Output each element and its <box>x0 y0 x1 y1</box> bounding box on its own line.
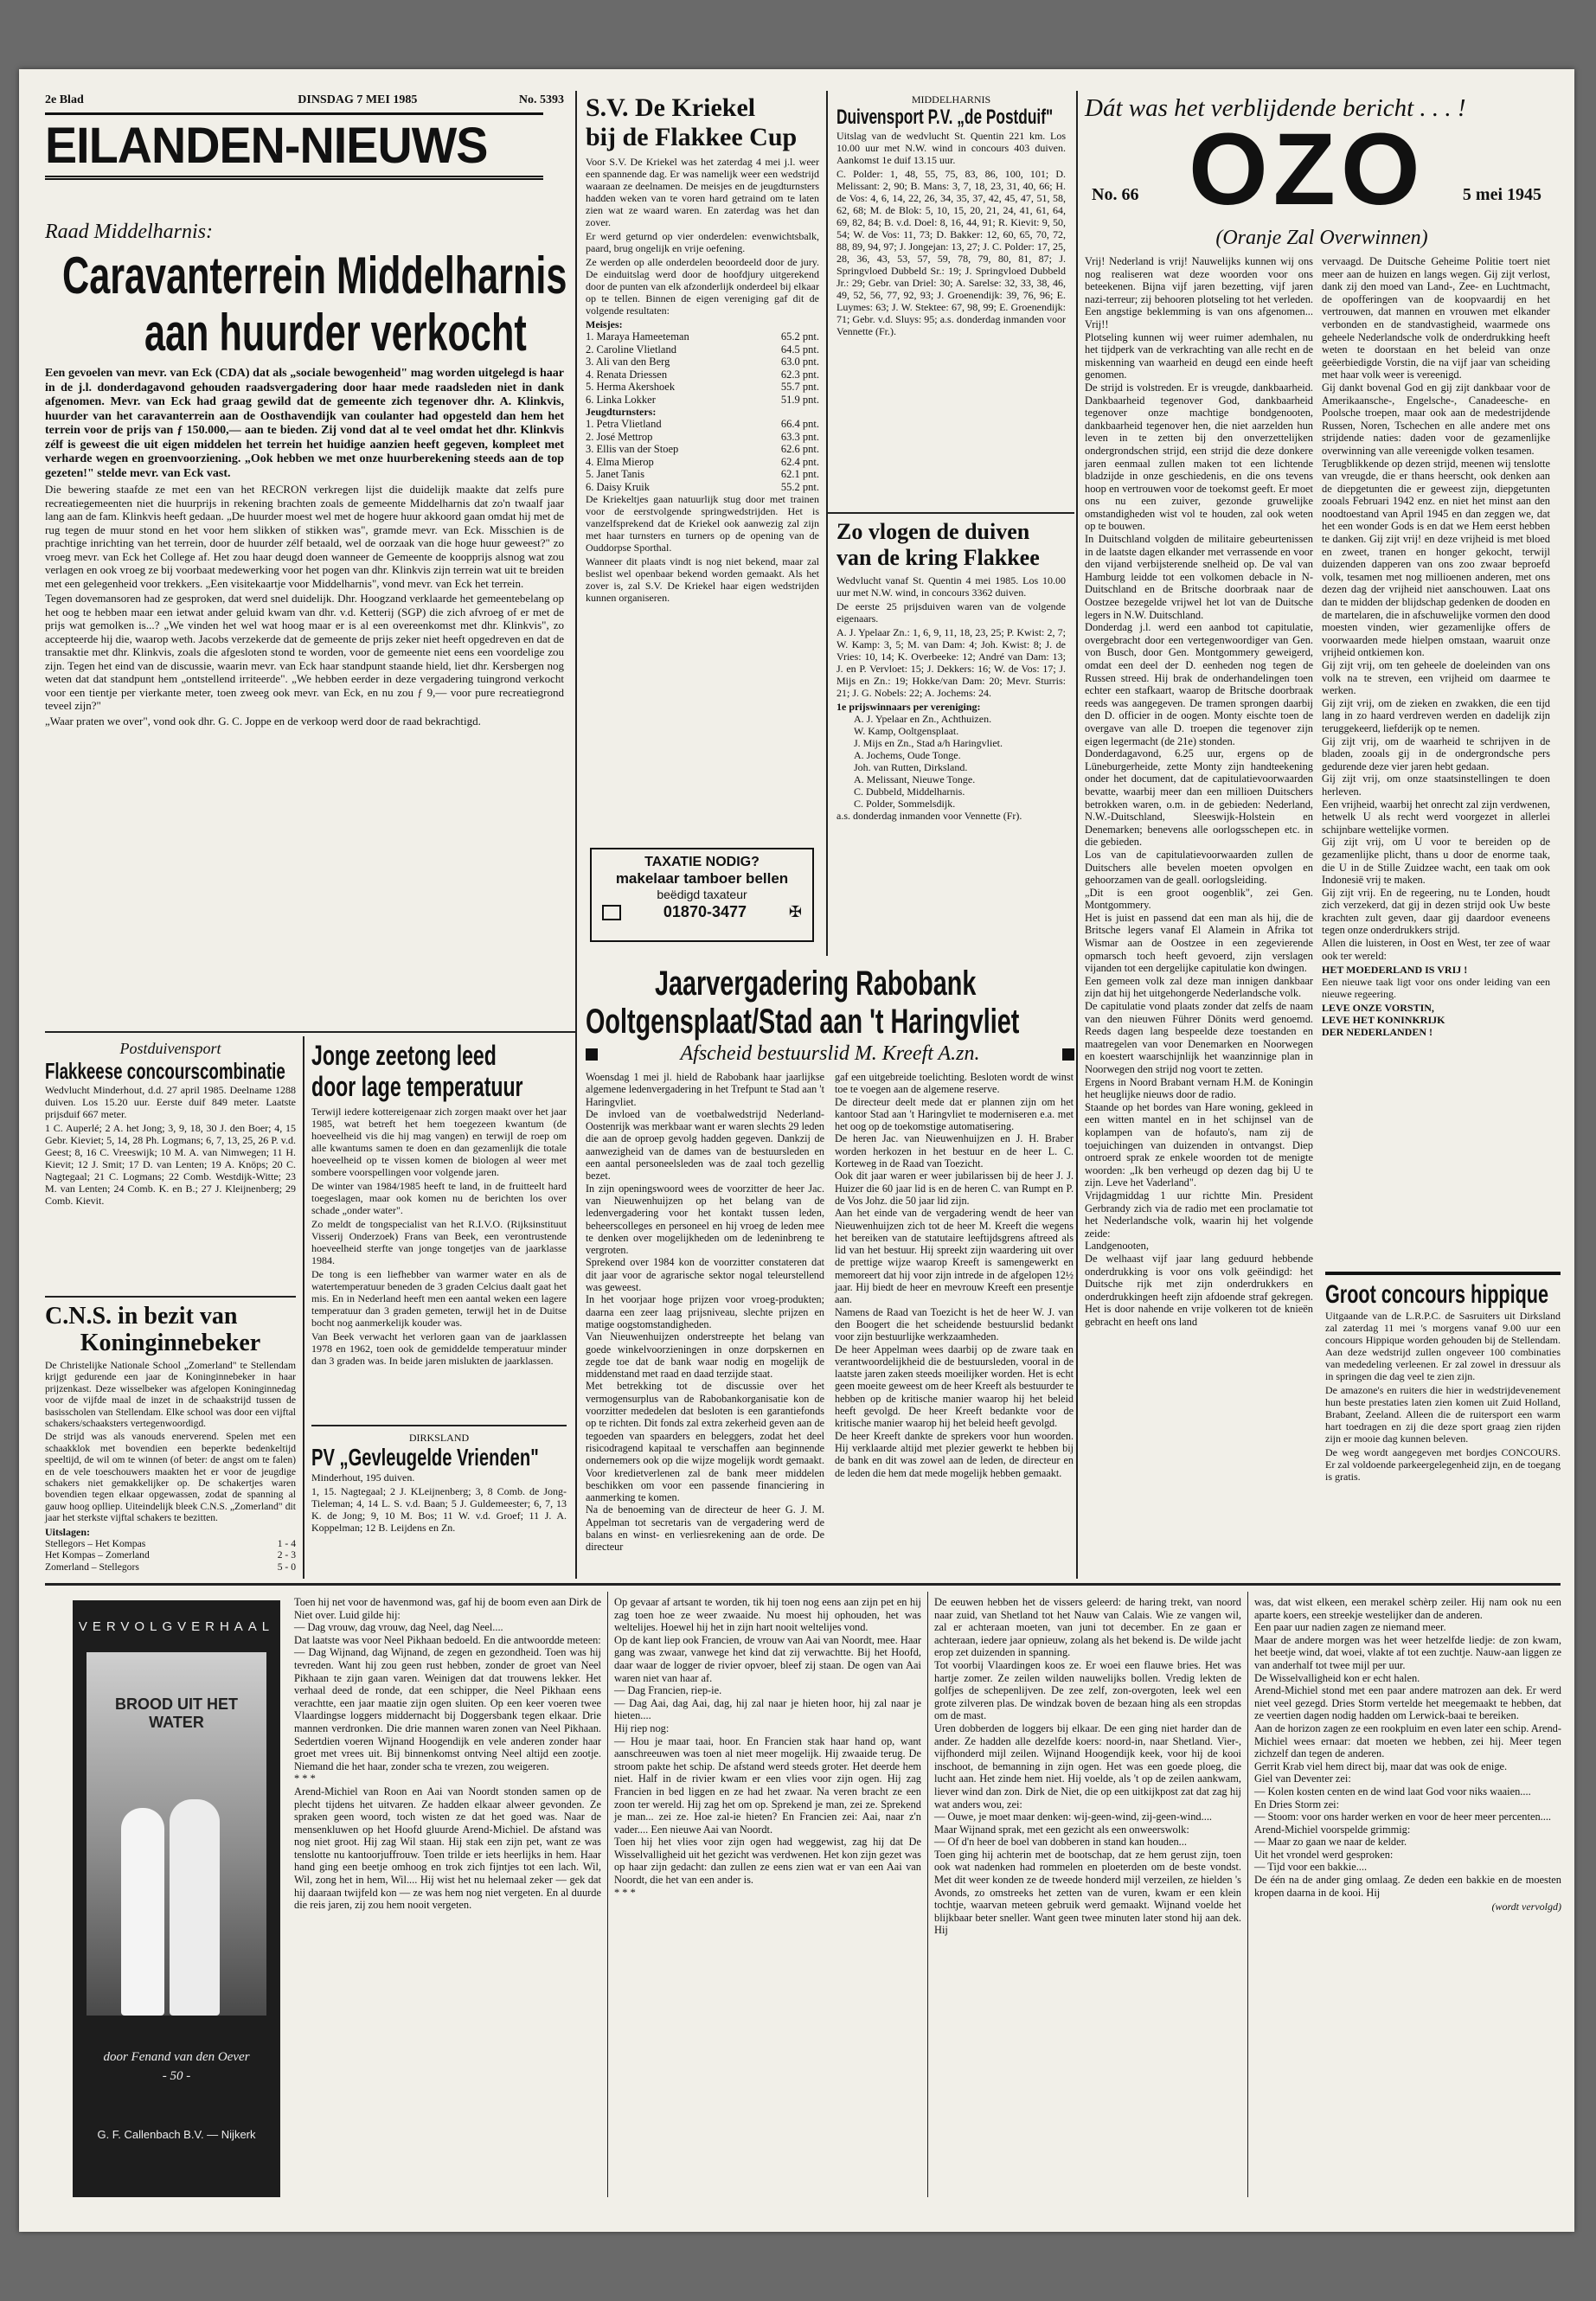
list-item: 2. José Mettrop 63.3 pnt. <box>586 430 819 443</box>
ad-phone: 01870-3477 <box>663 903 747 920</box>
results-list-meisjes <box>586 330 819 406</box>
list-heading: Meisjes: <box>586 318 623 330</box>
article-kicker: Dát was het verblijdende bericht . . . ! <box>1085 94 1466 122</box>
article-paragraph: Zo meldt de tongspecialist van het R.I.V.O. (Rijksinstituut Visserij Onderzoek) Frans van Beek, een verontrustende hoeveelheid sterfte van jonge tongetjes van de jaarklasse 1984. <box>311 1218 567 1266</box>
article-paragraph: Die bewering staafde ze met een van het RECRON verkregen lijst die duidelijk maakte dat zelfs pure recreatiegemeenten niet die huurprijs in rekening brachten zoals de gemeente Middelharnis dat zo'n twaalf jaar lang aan de fam. Klinkvis heeft gedaan. „De huurder moest wel met de hogere huur akkoord gaan omdat hij met de rug tegen de muur stond en het voor hem slikken of stikken was", gramde mevr. van Eck. Misschien is de prachtige inrichting van het terrein, door de huurder zélf betaald, wel de oorzaak van die hoge huur geweest?" zo vroeg mevr. van Eck het College af. Het zou haar deugd doen wanneer de Gemeente de koopprijs alsnog wat zou verlagen en ook vroeg ze bij voorbaat medewerking voor het pogen van dhr. Klinkvis zijn terrein wat uit te breiden met een gelegenheid voor trekkers. „Een visitekaartje voor Middelharnis", vond mevr. van Eck het terrein. <box>45 483 564 590</box>
article-paragraph: vervaagd. De Duitsche Geheime Politie toert niet meer aan de huizen en langs wegen. Gij zijt verlost, dank zij den moed van Land-, Zee- en Luchtmacht, de opofferingen van de koopvaardij en het vertrouwen, dat mannen en vrouwen met elkander verbonden en de standvastigheid, waarmede ons geheele Nederlandsche volk de onderdrukking heeft weten te doorstaan en het beleid van onze geëerbiedigde Vorstin, die na vijf jaar van scheiding met haar volk weer is vereenigd. Gij dankt bovenal God en gij zijt dankbaar voor de Amerikaansche-, Engelsche-, Canadeesche- en Poolsche troepen, maar ook aan de medestrijdende Russen, Noren, Tschechen en alle andere met ons strijdende naties: daden voor de gezamenlijke overwinning van alle vereenigde volken tesamen. Terugblikkende op dezen strijd, meenen wij tenslotte van vreugde, die er thans heerscht, ook denken aan de diepgetunten die er geweest zijn, diepgetunten zooals Februari 1942 enz. en niet het minst aan den noodtoestand van April 1945 en dan zeggen we, dat het een wonder Gods is en dat we Hem eerst hebben te danken. Gij zijt vrij! en deze vrijheid is met bloed en zweet, tranen en honger gekocht, terwijl duizenden dapperen van ons zoo zwaar beproefd volk, tesamen met nog millioenen anderen, met ons dezen dag der vrijheid niet aanschouwen. Laat ons dan te midden der blijdschap gedenken de dooden en de martelaren, die in afschuwelijke vormen den dood moesten vinden, wier gezamenlijke offers de voorwaarden mede hielpen omstaan, waaruit onze vrijheid ontkiemen kon. Gij zijt vrij, om ten geheele de doeleinden van ons volk na te streven, een vrijheid om daarmee te werken. Gij zijt vrij, om de zieken en zwakken, die een tijd lang in zo haard verdreven werden en dadelijk zijn teruggekeerd, liefderijk op te nemen. Gij zijt vrij, om de waarheid te schrijven in de bladen, zooals gij in de ondergrondsche pers gedurende deze vier jaren hebt gedaan. Gij zijt vrij, om onze staatsinstellingen te doen herleven. Een vrijheid, waarbij het onrecht zal zijn verdwenen, hetwelk U als recht werd voorgezet in allerlei schijnbare wettelijke vormen. Gij zijt vrij, om U voor te bereiden op de gezamenlijke plicht, thans u door de enorme taak, die U in de Stille Zuidzee wacht, een taak om ook Indonesië vrij te maken. Gij zijt vrij. En de regeering, nu te Londen, houdt zich verzekerd, dat gij in dezen strijd ook Uw beste krachten zult geven, daar gij daardoor eveneens tegen onze onderdrukkers strijd. Allen die luisteren, in Oost en West, ter zee of waar ook ter wereld: <box>1322 255 1550 962</box>
winners-list <box>836 713 1066 810</box>
article-headline: Groot concours hippique <box>1325 1280 1549 1309</box>
article-paragraph: Uitslag van de wedvlucht St. Quentin 221 km. Los 10.00 uur met N.W. wind in concours 403 duiven. Aankomst 1e duif 13.15 uur. <box>836 130 1066 166</box>
article-headline: PV „Gevleugelde Vrienden" <box>311 1444 539 1471</box>
article-paragraph: 1 C. Auperlé; 2 A. het Jong; 3, 9, 18, 30 J. den Boer; 4, 15 Gebr. Kieviet; 5, 14, 28 Ph. Logmans; 6, 7, 13, 25, 26 P. v.d. Geest; 8, 16 C. Vreeswijk; 10 M. A. van Nimwegen; 11 H. Kievit; 12 J. Smit; 17 D. van Lenten; 19 A. Knöps; 20 C. Nagtegaal; 21 C. Logmans; 22 Comb. Westdijk-Witte; 23 M. van Lenten; 24 Comb. K. en B.; 27 J. Kleijnenberg; 29 Comb. Kievit. <box>45 1122 296 1207</box>
article-hippique <box>1325 1272 1561 1579</box>
results-list-jeugd <box>586 418 819 493</box>
article-paragraph: Tegen dovemansoren had ze gesproken, dat werd snel duidelijk. Dhr. Hoogzand verklaarde het gemeentebelang op het oog te hebben maar een ietwat ander geluid kwam van dhr. v.d. Ketterij (SGP) die zich afvroeg of er met de prijs wat gemolken is...? „We vinden het wel wat hoog maar er is al een overeenkomst met dhr. Klinkvis", zo accepteerde hij die, waarop weth. Jacobs verzekerde dat de gemeente de prijs zeker niet heeft opgedreven en dat de transaktie met dhr. Klinkvis, zoals die afgesloten stond te worden, voor de gemeente niet eens een voordelige zou zijn. Tegen het eind van de discussie, waarin mevr. van Eck haar standpunt staande hield, liet dhr. Kersbergen nog weten dat dat standpunt hem „ontstellend irriteerde". „We hebben eerder in deze vergadering tuingrond verkocht voor een tientje per vierkante meter, toen zweeg ook mevr. van Eck, en nu zou ƒ 9,— voor pure recreatiegrond teveel zijn?" <box>45 592 564 712</box>
article-subtitle: Afscheid bestuurslid M. Kreeft A.zn. <box>680 1042 980 1065</box>
list-heading: Jeugdturnsters: <box>586 406 657 418</box>
article-paragraph: De Kriekeltjes gaan natuurlijk stug door met trainen voor de eerstvolgende springwedstrijden. Het is vanzelfsprekend dat de Kriekel ook aanwezig zal zijn met haar turnsters en turners op de opening van de Ouddorpse Sporthal. <box>586 493 819 554</box>
list-item: 6. Daisy Kruik 55.2 pnt. <box>586 480 819 493</box>
list-item: 6. Linka Lokker 51.9 pnt. <box>586 393 819 406</box>
list-item: Joh. van Rutten, Dirksland. <box>854 761 968 773</box>
list-item: 3. Ellis van der Stoep 62.6 pnt. <box>586 443 819 455</box>
article-zeetong <box>311 1040 567 1420</box>
headline-line-1: S.V. De Kriekel <box>586 93 756 122</box>
serial-box <box>73 1600 280 2197</box>
article-postduivensport <box>45 1040 296 1291</box>
list-item: A. J. Ypelaar en Zn., Achthuizen. <box>854 713 992 725</box>
article-paragraph: Wedvlucht Minderhout, d.d. 27 april 1985. Deelname 1288 duiven. Los 15.20 uur. Eerste duif 849 meter. Laatste prijsduif 667 meter. <box>45 1084 296 1120</box>
results-list <box>45 1538 296 1573</box>
headline-line-2: Koninginnebeker <box>80 1330 261 1356</box>
article-kicker: Postduivensport <box>119 1040 221 1057</box>
section-rule <box>45 1031 575 1033</box>
article-kicker: MIDDELHARNIS <box>911 93 991 106</box>
article-paragraph: Van Beek verwacht het verloren gaan van de jaarklassen 1978 en 1962, toen ook de gemiddelde temperatuur minder dan 3 graden was. In beide jaren mislukten de jaarklassen. <box>311 1330 567 1367</box>
article-paragraph: Er werd geturnd op vier onderdelen: evenwichtsbalk, paard, brug ongelijk en vrije oefening. <box>586 230 819 254</box>
ozo-title: OZO <box>1189 112 1426 227</box>
ad-line: beëdigd taxateur <box>657 888 747 901</box>
serial-page: - 50 - <box>162 2069 191 2083</box>
section-rule <box>45 1583 1561 1586</box>
article-paragraph: 1, 15. Nagtegaal; 2 J. KLeijnenberg; 3, 8 Comb. de Jong-Tieleman; 4, 14 L. S. v.d. Baan; 5 J. Guldemeester; 6, 7, 13 K. de Jong; 9, 10 M. Bos; 11 W. v.d. Groef; 11 J. A. Koppelman; 12 B. Leijdens en Zn. <box>311 1485 567 1534</box>
article-paragraph: Ze werden op alle onderdelen beoordeeld door de jury. De einduitslag werd door de hoofdjury uitgerekend door de punten van elk afzonderlijk onderdeel bij elkaar op te tellen. Binnen de eigen vereniging gaf dit de volgende resultaten: <box>586 256 819 317</box>
list-heading: 1e prijswinnaars per vereniging: <box>836 701 981 713</box>
headline-line-1: Caravanterrein Middelharnis <box>62 247 567 304</box>
article-headline: Duivensport P.V. „de Postduif" <box>836 106 1054 129</box>
ozo-number: No. 66 <box>1092 185 1139 204</box>
column-rule <box>927 1592 928 2197</box>
column-rule <box>1076 91 1078 1579</box>
slogan: LEVE ONZE VORSTIN, LEVE HET KONINKRIJK DER NEDERLANDEN ! <box>1322 1002 1445 1039</box>
logo-icon: ✠ <box>788 903 802 920</box>
serial-publisher: G. F. Callenbach B.V. — Nijkerk <box>97 2128 256 2141</box>
article-paragraph: „Waar praten we over", vond ook dhr. G. C. Joppe en de verkoop werd door de raad bekrachtigd. <box>45 714 481 727</box>
article-paragraph: a.s. donderdag inmanden voor Vennette (Fr). <box>836 810 1022 822</box>
book-cover <box>87 1652 266 2016</box>
list-item: 3. Ali van den Berg 63.0 pnt. <box>586 356 819 368</box>
issue-number: No. 5393 <box>518 93 564 106</box>
headline-line-1: Jonge zeetong leed <box>311 1040 497 1071</box>
list-item: 4. Renata Driessen 62.3 pnt. <box>586 368 819 381</box>
ozo-subtitle: (Oranje Zal Overwinnen) <box>1215 227 1428 249</box>
headline-line-1: Jaarvergadering Rabobank <box>655 965 977 1003</box>
article-lead: Een gevoelen van mevr. van Eck (CDA) dat als „sociale bewogenheid" mag worden uitgelegd is haar in de j.l. donderdagavond gehouden raadsvergadering door haar mede raadsleden niet in dank afgenomen. Mevr. van Eck had graag gewild dat de gemeente zich tegenover dhr. A. Klinkvis, huurder van het caravanterrein aan de Oosthavendijk van coulanter had opgesteld dan hem het terrein voor de prijs van ƒ 150.000,— aan te bieden. Zij vond dat al te veel omdat het dhr. Klinkvis zélf is geweest die uit eigen middelen het terrein het huidige aanzien heeft gegeven, kompleet met verharde wegen en groenvoorziening. „Ook hebben we met onze huurberekening steeds aan de top gezeten!" stelde mevr. van Eck vast. <box>45 367 564 480</box>
list-item: C. Dubbeld, Middelharnis. <box>854 785 965 798</box>
article-paragraph: De tong is een liefhebber van warmer water en als de watertemperatuur beneden de 3 graden Celcius daalt gaat het mis. En in Nederland heeft men een aantal weken een lagere temperatuur dan 3 graden gemeten, terwijl het in de Duitse bocht nog aanmerkelijk kouder was. <box>311 1268 567 1329</box>
list-item: Stellegors – Het Kompas 1 - 4 <box>45 1537 296 1549</box>
slogan: HET MOEDERLAND IS VRIJ ! <box>1322 964 1468 977</box>
list-item: J. Mijs en Zn., Stad a/h Haringvliet. <box>854 737 1003 749</box>
article-caravanterrein <box>45 221 567 1025</box>
article-cns <box>45 1303 296 1578</box>
serial-author: door Fenand van den Oever <box>103 2050 250 2064</box>
headline-line-2: aan huurder verkocht <box>144 304 527 362</box>
article-vlogen <box>836 519 1066 969</box>
article-kicker: Raad Middelharnis: <box>45 221 213 243</box>
masthead <box>45 93 564 206</box>
article-paragraph: C. Polder: 1, 48, 55, 75, 83, 86, 100, 101; D. Melissant: 2, 90; B. Mans: 3, 7, 18, 23, 31, 40, 66; H. de Vos: 4, 6, 14, 22, 26, 34, 35, 37, 42, 45, 47, 51, 58, 62, 68; M. de Blok: 5, 10, 15, 20, 21, 24, 41, 61, 64, 69, 82, 84; B. v.d. Doel: 8, 16, 44, 91; R. Kievit: 9, 50, 54; W. de Vos: 11, 73; D. Bakker: 12, 60, 65, 70, 72, 88, 89, 94, 97; J. Jongejan: 13, 27; J. C. Polder: 17, 25, 28, 36, 43, 53, 57, 59, 78, 79, 80, 81, 87; J. Springvloed Dubbeld Sr.: 19; J. Springvloed Dubbeld Jr.: 29; Gebr. van Driel: 30; A. Sarelse: 32, 33, 38, 46, 49, 52, 56, 77, 92, 93; J. Groenendijk: 39, 76, 96; E. Luymes: 63; J. W. Stektee: 67, 98, 99; E. Groenendijk: 71; Gebr. v.d. Sluys: 95; a.s. donderdag inmanden voor Vennette (Fr.). <box>836 168 1066 337</box>
list-item: 4. Elma Mierop 62.4 pnt. <box>586 455 819 468</box>
headline-line-1: Zo vlogen de duiven <box>836 519 1030 544</box>
article-paragraph: Uitgaande van de L.R.P.C. de Sasruiters uit Dirksland zal zaterdag 11 mei 's morgens vanaf 9.00 uur een concours Hippique worden gehouden bij de Stellendam. Aan deze wedstrijd zullen ongeveer 100 combinaties van mededeling verleenen. Er zal zowel in dressuur als in springen die dag veel te zien zijn. <box>1325 1310 1561 1382</box>
article-paragraph: Minderhout, 195 duiven. <box>311 1471 415 1484</box>
article-paragraph: Voor S.V. De Kriekel was het zaterdag 4 mei j.l. weer een spannende dag. Er was namelijk weer een wedstrijd waaraan ze deelnamen. De meisjes en de jeugdturnsters hadden weken van te voren hard getraind om te laten zien wat ze waard waren. En zaterdag was het dan zover. <box>586 156 819 228</box>
section-rule <box>311 1425 567 1426</box>
list-item: A. Melissant, Nieuwe Tonge. <box>854 773 976 785</box>
taxatie-ad <box>590 848 814 942</box>
list-item: W. Kamp, Ooltgensplaat. <box>854 725 959 737</box>
article-paragraph: De weg wordt aangegeven met bordjes CONCOURS. Er zal voldoende parkeergelegenheid zijn, en de toegang is gratis. <box>1325 1446 1561 1483</box>
list-item: Het Kompas – Zomerland 2 - 3 <box>45 1549 296 1561</box>
list-item: 1. Petra Vlietland 66.4 pnt. <box>586 418 819 430</box>
cover-figure <box>121 1808 164 2016</box>
headline-line-2: van de kring Flakkee <box>836 545 1040 570</box>
issue-date: DINSDAG 7 MEI 1985 <box>298 93 418 106</box>
book-title: BROOD UIT HET WATER <box>115 1695 238 1731</box>
article-paragraph: Terwijl iedere kottereigenaar zich zorgen maakt over het jaar 1985, wat betreft het hem toegezeen kwantum (de hoeveelheid vis die hij mag vangen) en terwijl de roep om alle kwantums samen te doen en dan gezamenlijk die totale hoeveelheid op te vissen komen de biologen al weer met sombere voorspellingen voor volgende jaren. <box>311 1106 567 1178</box>
headline-line-2: bij de Flakkee Cup <box>586 123 798 151</box>
ad-headline: TAXATIE NODIG? <box>644 855 760 869</box>
list-item: 5. Herma Akershoek 55.7 pnt. <box>586 381 819 393</box>
article-kriekel <box>586 93 819 868</box>
article-paragraph: De Christelijke Nationale School „Zomerland" te Stellendam krijgt gedurende een jaar de Koninginnebeker in haar prijzenkast. Deze wisselbeker was afgelopen Koninginnedag voor de vijfde maal de inzet in de schaakstrijd tussen de basisscholen van Stellendam. Elke school was door een vijftal schakers/schaaksters vertegenwoordigd. <box>45 1360 296 1430</box>
list-item: A. Jochems, Oude Tonge. <box>854 749 961 761</box>
column-rule <box>1247 1592 1248 2197</box>
headline-line-2: Ooltgensplaat/Stad aan 't Haringvliet <box>586 1003 1020 1041</box>
square-bullet-icon <box>586 1048 598 1061</box>
list-item: 5. Janet Tanis 62.1 pnt. <box>586 468 819 480</box>
article-pv <box>311 1432 567 1577</box>
serial-column-2: Op gevaar af artsant te worden, tik hij toen nog eens aan zijn pet en hij zag toen hoe ze weer zwaaide. Nu moest hij ophouden, het was weltelijes. Hoewel hij het in zijn hart nooit weltelijes vond. Op de kant liep ook Francien, de vrouw van Aai van Noordt, mee. Haar gang was zwaar, vanwege het kind dat zij verwachtte. Bij het Hoofd, daar waar de logger de rivier opvoer, bleef zij staan. De ogen van Aai waren niet van haar af. — Dag Francien, riep-ie. — Dag Aai, dag Aai, dag, hij zal naar je hieten hoor, hij zal naar je hieten.... Hij riep nog: — Hou je maar taai, hoor. En Francien stak haar hand op, want aanschreeuwen was toen al niet meer mogelijk. Hij zwaaide terug. De stroom pakte het schip. De afstand werd steeds groter. Het deerde hem niet. Half in de rivier kwam er een vlies voor zijn ogen. Hij zag Francien in bed liggen en ze had het zwaar. Na veren bracht ze een zoon ter wereld. Hij zag het om op. Sprekend je man, zei ze. Sprekend je man... zei ze. Hoe zal-ie hieten? En Francien zei: Aai, naar z'n vader.... Een nieuwe Aai van Noordt. Toen hij het vlies voor zijn ogen had weggewist, zag hij dat De Wisselvalligheid uit het gezicht was verdwenen. Het kon zijn gezet was op haar zijn gedacht: dan zullen ze eens zien wat er van een Aai van Noordt, die het van een ander is. * * * <box>614 1596 921 1899</box>
article-headline: Flakkeese concourscombinatie <box>45 1058 285 1084</box>
column-rule <box>303 1036 304 1579</box>
column-rule <box>575 91 577 1579</box>
article-paragraph: De winter van 1984/1985 heeft te land, in de fruitteelt hard toegeslagen, maar ook komen nu de berichten los over schade „onder water". <box>311 1180 567 1216</box>
article-paragraph: De amazone's en ruiters die hier in wedstrijdevenement hun beste prestaties laten zien komen uit Zuid Holland, Brabant, Zeeland. Alleen die de ruitersport een warm hart toedragen en zij die deze sport graag zien rijden zijn er mooie dag kunnen beleven. <box>1325 1384 1561 1445</box>
headline-line-1: C.N.S. in bezit van <box>45 1303 238 1330</box>
list-item: C. Polder, Sommelsdijk. <box>854 798 956 810</box>
article-paragraph: Wedvlucht vanaf St. Quentin 4 mei 1985. Los 10.00 uur met N.W. wind, in concours 3362 duiven. <box>836 574 1066 599</box>
ozo-date: 5 mei 1945 <box>1462 185 1542 204</box>
article-column: Woensdag 1 mei jl. hield de Rabobank haar jaarlijkse algemene ledenvergadering in het Trefpunt te Stad aan 't Haringvliet. De invloed van de voetbalwedstrijd Nederland-Oostenrijk was merkbaar want er waren slechts 29 leden die aan de oproep gevolg hadden gegeven. Dankzij de aanwezigheid van de dames van de bestuursleden en een aantal personeelsleden was de zaal toch gezellig bezet. In zijn openingswoord wees de voorzitter de heer Jac. van Nieuwenhuijzen op het belang van de ledenvergadering voor het kontakt tussen leden, beheerscolleges en personeel en hij vroeg de leden mee te denken over mogelijkheden om de ledeninbreng te vergroten. Sprekend over 1984 kon de voorzitter constateren dat dit jaar voor de agrarische sektor nogal teleurstellend was geweest. In het voorjaar hoge prijzen voor vroeg-produkten; daarna een zeer laag prijsniveau, slechte prijzen en matige oogstomstandigheden. Van Nieuwenhuijzen onderstreepte het belang van goede winkelvoorzieningen in onze dorpskernen en zegde toe dat de bank waar nodig en mogelijk de middenstand met raad en daad terzijde staat. Met betrekking tot de discussie over het vermogensurplus van de Rabobankorganisatie kon de voorzitter mededelen dat besloten is een garantiefonds op te richten. Dit fonds zal extra zekerheid geven aan de tegoeden van spaarders en beleggers, zodat het deel risicodragend kapitaal te verschaffen aan beginnende ondernemers ook op die wijze mogelijk wordt gemaakt. Voor kredietverlenen zal de bank meer middelen beschikken om voor een passende financiering in aanmerking te komen. Na de benoeming van de directeur de heer G. J. M. Appelman tot secretaris van de vergadering werd de balans en winst- en verliesrekening aan de orde. De directeur <box>586 1071 824 1554</box>
serial-column-1: Toen hij net voor de havenmond was, gaf hij de boom even aan Dirk de Niet over. Luid gilde hij: — Dag vrouw, dag vrouw, dag Neel, dag Neel.... Dat laatste was voor Neel Pikhaan bedoeld. En die antwoordde meteen: — Dag Wijnand, dag Wijnand, de zegen en gezondheid. Toen was hij tevreden. Want hij zou geen rust hebben, zonder de groet van Neel Pikhaan te zijn gaan varen. Weinigen dat dat trouwens lekker. Het verhaal deed de ronde, dat een schipper, die Neel Pikhaan eens verachtte, een jaar maatie zijn ogen sluiten. Op een keer voeren twee Vlaardingse loggers middernacht bij Doggersbank tegen elkaar. Drie mannen verdronken. Die drie mannen waren zonen van Neel Pikhaan. Sedertdien voeren Wijnand Hoogendijk en vele anderen zonder haar groet met vrees uit. Bij binnenkomst ontving Neel altijd een zootje. Niemand die het haar, zonder scha te vrezen, zou weigeren. * * * Arend-Michiel van Roon en Aai van Noordt stonden samen op de plecht tijdens het uitvaren. Ze hadden elkaar alweer gevonden. Ze spraken geen woord, toch wisten ze dat het goed was. Naar de mensenkluwen op het Hoofd gluurde Arend-Michiel. De afstand was nog niet groot. Hij zag Wil staan. Hij stak een zijn pet, want ze was tenslotte nu kantoorjuffrouw. Toen trilde er iets heerlijks in hem. Haar hand ging een beetje omhoog en trok zich fijntjes tot een lach. Wil, Wil, zong het in hem, Wil.... Hij wist het nu helemaal zeker — gek dat hij daaraan twijfeld kon — ze was hem nog niet vergeten. En al duurde die reis jaren, zij zou hem nooit vergeten. <box>294 1596 601 1912</box>
section-rule <box>45 1296 296 1298</box>
article-rabobank <box>586 965 1074 1577</box>
list-item: 1. Maraya Hameeteman 65.2 pnt. <box>586 330 819 343</box>
article-paragraph: Een nieuwe taak ligt voor ons onder leiding van een nieuwe regeering. <box>1322 976 1550 1001</box>
article-paragraph: A. J. Ypelaar Zn.: 1, 6, 9, 11, 18, 23, 25; P. Kwist: 2, 7; W. Kamp: 3, 5; M. van Dam: 4; Joh. Kwist: 8; J. de Vries: 10, 14; K. Overbeeke: 12; André van Dam: 13; J. en P. Vervloet: 15; J. Dekkers: 16; W. de Vos: 17; J. Mijs en Zn.: 19; Hokke/van Dam: 20; Mevr. Sturris: 21; J. G. Nobels: 22; A. Jochems: 24. <box>836 626 1066 699</box>
square-bullet-icon <box>1062 1048 1074 1061</box>
newspaper-title: EILANDEN-NIEUWS <box>45 112 543 180</box>
article-kicker: DIRKSLAND <box>408 1432 470 1444</box>
article-paragraph: Vrij! Nederland is vrij! Nauwelijks kunnen wij ons nog realiseren wat deze woorden voor ons beteekenen. Bijna vijf jaren bezetting, vijf jaren nazi-terreur; zij behooren plotseling tot het verleden. Een angstige beklemming is van ons afgenomen... Vrij!! Plotseling kunnen wij weer ruimer ademhalen, nu het tijdperk van de verkrachting van alle recht en de miskenning van waarheid en deugd een einde heeft genomen. De strijd is volstreden. Er is vreugde, dankbaarheid. Dankbaarheid tegenover God, dankbaarheid tegenover onze machtige bondgenooten, dankbaarheid tegenover hen, die niet aarzelden hun leven in te zetten bij den onverzettelijken ondergrondschen strijd, een strijd die deze donkere jaren eenmaal zullen maken tot een lichtende bladzijde in onze geschiedenis, en die ons tevens hoop en vertrouwen voor de toekomst geeft. Er moet ons nu een zuiver, gezonde gruwelijke omstandigheden wist vol te houden, zal ook weten op te bouwen. In Duitschland volgden de militaire gebeurtenissen in de laatste dagen elkander met verrassende en voor den vijand verbijsterende snelheid op. De val van Hamburg leidde tot een volkomen debacle in N-Duitschland en de Britsche doorbraak naar de Oostzee bezegelde vrijwel het lot van de Duitsche legers in N.W. Duitschland. Donderdag j.l. werd een aanbod tot capitulatie, overgebracht door een vertegenwoordiger van Gen. von Busch, door Gen. Montgommery geweigerd, omdat een deel der D. eenheden nog tegen de Russen streed. Hij brak de onderhandelingen toen echter een stafkaart, waarop de Britsche doorbraak reeds was aangegeven. De tramen sprongen daarbij den D. officier in de oogen. Monty eischte toen de overgave van alle D. troepen die tegenover zijn eigen legermacht (de 21e) stonden. Donderdagavond, 6.25 uur, ergens op de Lüneburgerheide, zette Monty zijn handteekening onder het document, dat de capitulatievoorwaarden bevatte, waarbij meer dan een millioen Duitschers betrokken waren, o.m. in de gebieden: Nederland, N.W.-Duitschland, Sleeswijk-Holstein en Denemarken; benevens alle oorlogsschepen etc. in die gebieden. Los van de capitulatievoorwaarden zullen de Duitschers alle bevelen moeten opvolgen en gehoorzamen van de geall. oorlogsleiding. „Dit is een groot oogenblik", zei Gen. Montgommery. Het is juist en passend dat een man als hij, die de Britsche legers vanaf El Alamein in Afrika tot Wismar aan de Oostzee in een zegevierende opmarsch toch heeft gevoerd, zijn verslagen vijanden tot een dergelijke capitulatie kon dwingen. Een gemeen volk zal deze man innigen dankbaar zijn dat hij het uitgehongerde Nederlandsche volk. De capitulatie vond plaats zonder dat zelfs de naam van den nieuwen Führer Dönits werd genoemd. Reeds dagen lang bespeelde deze toestanden en maatregelen van voor Denemarken en Noorwegen en koestert waarschijnlijk het waanzinnige plan in Noorwegen den strijd nog voort te zetten. Ergens in Noord Brabant vernam H.M. de Koningin het heuglijke nieuws door de radio. Staande op het bordes van Hare woning, gekleed in een witten mantel en in het schijnsel van de koplampen van de hofauto's, nam zij de toejuichingen van duizenden in ontvangst. Diep ontroerd sprak ze enkele woorden tot de menigte woorden: „Ik ben verheugd op dezen dag bij U te zijn. Leve het Vaderland". Vrijdagmiddag 1 uur richtte Min. President Gerbrandy zich via de radio met een proclamatie tot het Nederlandsche volk, waarin hij het volgende zeide: Landgenooten, De welhaast vijf jaar lang geduurd hebbende onderdrukking is voor ons volk geëindigd: het Duitsche rijk met zijn onderdrukkers en onderdrukkingen heeft zijn afdoende straf gekregen. Het is door nahende en vrije volkeren tot de knieën gebracht en heeft ons land <box>1085 255 1313 1328</box>
cover-figure <box>170 1799 220 2016</box>
serial-column-4: was, dat wist elkeen, een merakel schèrp zeiler. Hij nam ook nu een aparte koers, een streekje westelijker dan de anderen. Een paar uur nadien zagen ze niemand meer. Maar de andere morgen was het weer hetzelfde liedje: de zon kwam, het beetje wind, dat woei, vlakte af tot een zuchtje. Nauw-aan liggen ze van anderhalf tot twee mijl per uur. De Wisselvalligheid kon er echt halen. Arend-Michiel stond met een paar andere matrozen aan dek. Er werd niet veel gezegd. Dries Storm vertelde het meegemaakt te hebben, dat ze veertien dagen nodig hadden om Lerwick-baai te bereiken. Aan de horizon zagen ze een rookpluim en even later een schip. Arend-Michiel wees ernaar: dat moeten we hebben, zei hij. Meer tegen zichzelf dan tegen de anderen. Gerrit Krab viel hem direct bij, maar dat was ook de enige. Giel van Deventer zei: — Kolen kosten centen en de wind laat God voor niks waaien.... En Dries Storm zei: — Stoom: voor ons harder werken en voor de heer meer percenten.... Arend-Michiel voorspelde grimmig: — Maar zo gaan we naar de kelder. Uit het vrondel werd gesproken: — Tijd voor een bakkie.... De één na de ander ging omlaag. Ze deden een bakkie en de moesten kropen daarna in de kooi. Hij (wordt vervolgd) <box>1254 1596 1561 1913</box>
serial-column-3: De eeuwen hebben het de vissers geleerd: de haring trekt, van noord naar zuid, van Shetland tot het Nauw van Calais. Wie ze vangen wil, zal er achteraan moeten, van juni tot december. En ze gaan er achteraan, iedere jaar opnieuw, zolang als het bekend is. De wilde jacht erop zet duizenden in spanning. Tot voorbij Vlaardingen koos ze. Er woei een flauwe bries. Het was hartje zomer. Ze zeilen wilden nauwelijks bollen. Vredig lekten de golfjes de schepenlijven. De zee zelf, zon-overgoten, leek wel een grote zilveren plas. De windzak boven de bezaan hing als een stropdas om de mast. Uren dobberden de loggers bij elkaar. De een ging niet harder dan de ander. Ze hadden alle dezelfde koers: noord-in, naar Shetland. Vier-, vijfhonderd mijl zeilen. Wijnand Hoogendijk keek, voor hij de kooi inschoot, de bemanning in zijn ogen. Het was een goede ploeg, die lucht aan. Het zinde hem niet. Hij voelde, als 't op de zeilen aankwam, liever wind dan zon. Dirk de Niet, die op een uitkijkpost zat dat zag hij wat anders wou, zei: — Ouwe, je moet maar denken: wij-geen-wind, zij-geen-wind.... Maar Wijnand sprak, met een gezicht als een onweerswolk: — Of d'n heer de boel van dobberen in stand kan houden... Toen ging hij achterin met de bootschap, dat ze hem gerust zijn, toen ook wat nadenken had rommelen en ploeterden om de beste vondst. Met dit weer konden ze de tweede honderd mijl verzeilen, ze hielden 's Avonds, zo omstreeks het zetten van de vuren, kwam er een klein tochtje, waarvan meteen gebruik werd gemaakt. Wijnand voelde het blijkbaar beter sneller. Want geen twee minuten later stond hij aan dek. Hij <box>934 1596 1241 1937</box>
article-paragraph: Wanneer dit plaats vindt is nog niet bekend, maar zal beslist wel openbaar bekend worden gemaakt. Als het zover is, zal S.V. De Kriekel haar eigen wedstrijden kunnen organiseren. <box>586 555 819 604</box>
list-item: Zomerland – Stellegors 5 - 0 <box>45 1561 296 1573</box>
page-label: 2e Blad <box>45 93 84 106</box>
article-postduif <box>836 93 1066 509</box>
building-icon <box>602 905 621 920</box>
newspaper-page <box>19 69 1574 2232</box>
article-paragraph: De eerste 25 prijsduiven waren van de volgende eigenaars. <box>836 600 1066 625</box>
continued-note: (wordt vervolgd) <box>1491 1900 1561 1913</box>
headline-line-2: door lage temperatuur <box>311 1071 523 1102</box>
serial-band: VERVOLGVERHAAL <box>78 1619 275 1634</box>
article-paragraph: De strijd was als vanouds enerverend. Spelen met een schaakklok met bovendien een beperkte bedenkeltijd speeltijd, de wil om te winnen (of beter: de angst om te falen) en de vele toeschouwers maakten het er voor de jeugdige schakers niet gemakkelijker op. De schakertjes waren bovendien tegen elkaar opgewassen, zodat de spanning al gauw hoog oplliep. Uiteindelijk bleek C.N.S. „Zomerland" dit jaar het sterkste vijftal schakers te bezitten. <box>45 1431 296 1524</box>
column-rule <box>607 1592 608 2197</box>
article-column: gaf een uitgebreide toelichting. Besloten wordt de winst toe te voegen aan de algemene reserve. De directeur deelt mede dat er plannen zijn om het kantoor Stad aan 't Haringvliet te moderniseren e.a. met het oog op de toekomstige automatisering. De heren Jac. van Nieuwenhuijzen en J. H. Braber worden herkozen in het bestuur en de heer L. C. Korteweg in de Raad van Toezicht. Ook dit jaar waren er weer jubilarissen bij de heer J. J. Huizer die 60 jaar lid is en de heren C. van Rumpt en P. de Vos Johz. die 50 jaar lid zijn. Aan het einde van de vergadering wendt de heer van Nieuwenhuijzen zich tot de heer M. Kreeft die wegens het bereiken van de statutaire leeftijdsgrens aftreed als lid van het bestuur. Hij spreekt zijn waardering uit over de prettige wijze waarop Kreeft is samengewerkt en memoreert dat hij voor zijn intrede in de afgelopen 12½ jaar. Hij biedt de heer en mevrouw Kreeft een presentje aan. Namens de Raad van Toezicht is het de heer W. J. van den Boogert die het scheidende bestuurslid bedankt voor zijn bestuurlijke werkzaamheden. De heer Appelman wees daarbij op de zware taak en verantwoordelijkheid die de bestuursleden, vooral in de laatste jaren zaken steeds moeilijker worden. Het is echt geen moeite geweest om de heer Kreeft als bestuurder te hebben op de kritische manier waarop hij het beleid heeft gevolgd. De heer Kreeft bedankte voor de kritische manier waarop hij het beleid heeft gevolgd. De heer Kreeft dankte de sprekers voor hun woorden. Hij verklaarde altijd met plezier gewerkt te hebben bij de bank en dit was zowel aan de leden, de directeur en de leden die hem dat mede mogelijk hebben gemaakt. <box>835 1071 1074 1479</box>
section-rule <box>828 512 1074 514</box>
list-heading: Uitslagen: <box>45 1525 90 1538</box>
ad-line: makelaar tamboer bellen <box>615 870 789 887</box>
list-item: 2. Caroline Vlietland 64.5 pnt. <box>586 343 819 356</box>
column-rule <box>826 91 828 956</box>
